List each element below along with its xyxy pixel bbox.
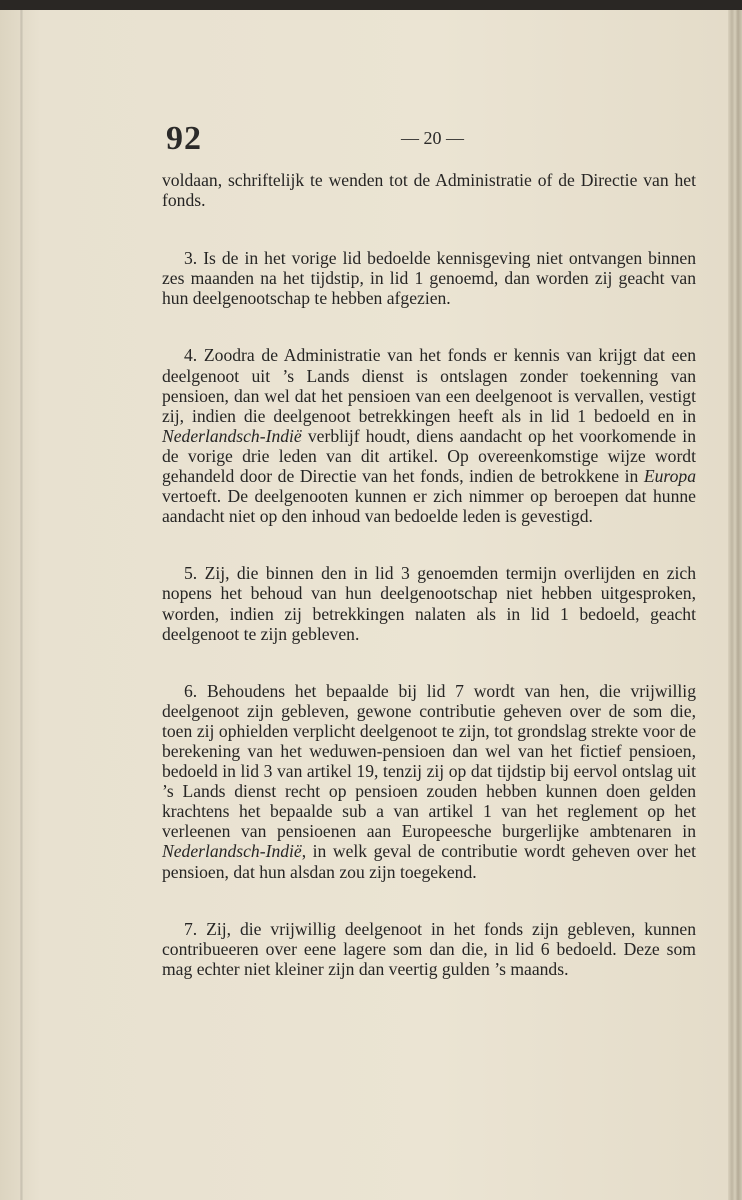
page-header [166, 118, 696, 158]
italic-place-name: Nederlandsch-Indië [162, 841, 302, 862]
page-number: 92 [166, 120, 202, 157]
paragraph-text: 3. Is de in het vorige lid bedoelde kennisgeving niet ontvangen binnen zes maanden na het tijdstip, in lid 1 genoemd, dan worden zij geacht van hun deelgenootschap te hebben afgezien. [162, 248, 696, 309]
paragraph-text: , in welk geval de contributie wordt geheven over het pensioen, dat hun alsdan zou zijn toegekend. [162, 841, 696, 882]
paragraph-lid-3 [162, 248, 696, 308]
section-page-number: — 20 — [401, 128, 464, 148]
paragraph-lid-4 [162, 345, 696, 526]
article-body [162, 170, 696, 1016]
paragraph-lid-6 [162, 681, 696, 882]
page-fold-shadow [20, 10, 23, 1200]
page-edge-stack [728, 10, 742, 1200]
paragraph-lid-7 [162, 919, 696, 979]
italic-place-name: Nederlandsch-Indië [162, 425, 302, 446]
paragraph-text: 4. Zoodra de Administratie van het fonds er kennis van krijgt dat een deelgenoot uit ’s Lands dienst is ontslagen zonder toekenning van pensioen, dan wel dat het pensioen van een deelgenoot is vervallen, vestigt zij, indien die deelgenoot betrekkingen heeft als in lid 1 bedoeld en in [162, 345, 696, 426]
paragraph-text: voldaan, schriftelijk te wenden tot de Administratie of de Directie van het fonds. [162, 170, 696, 211]
paragraph-text: 7. Zij, die vrijwillig deelgenoot in het fonds zijn gebleven, kunnen contribueeren over eene lagere som dan die, in lid 6 bedoeld. Deze som mag echter niet kleiner zijn dan veertig gulden ’s maands. [162, 918, 696, 979]
paragraph-text: verblijf houdt, diens aandacht op het voorkomende in de vorige drie leden van dit artikel. Op overeenkomstige wijze wordt gehandeld door de Directie van het fonds, indien de betrokkene in [162, 425, 696, 487]
paragraph-continuation [162, 170, 696, 210]
paragraph-text: vertoeft. De deelgenooten kunnen er zich nimmer op beroepen dat hunne aandacht niet op den inhoud van bedoelde leden is gevestigd. [162, 486, 696, 527]
paragraph-lid-5 [162, 563, 696, 643]
italic-place-name: Europa [643, 466, 696, 487]
paragraph-text: 6. Behoudens het bepaalde bij lid 7 wordt van hen, die vrijwillig deelgenoot zijn gebleven, gewone contributie geheven over de som die, toen zij ophielden verplicht deelgenoot te zijn, tot grondslag strekte voor de berekening van het weduwen-pensioen dan wel van het fictief pensioen, bedoeld in lid 3 van artikel 19, tenzij zij op dat tijdstip bij eervol ontslag uit ’s Lands dienst recht op pensioen zouden hebben kunnen doen gelden krachtens het bepaalde sub a van artikel 1 van het reglement op het verleenen van pensioenen aan Europeesche burgerlijke ambtenaren in [162, 680, 696, 842]
paragraph-text: 5. Zij, die binnen den in lid 3 genoemden termijn overlijden en zich nopens het behoud van hun deelgenootschap niet hebben uitgesproken, worden, indien zij betrekkingen nalaten als in lid 1 bedoeld, geacht deelgenoot te zijn gebleven. [162, 563, 696, 644]
